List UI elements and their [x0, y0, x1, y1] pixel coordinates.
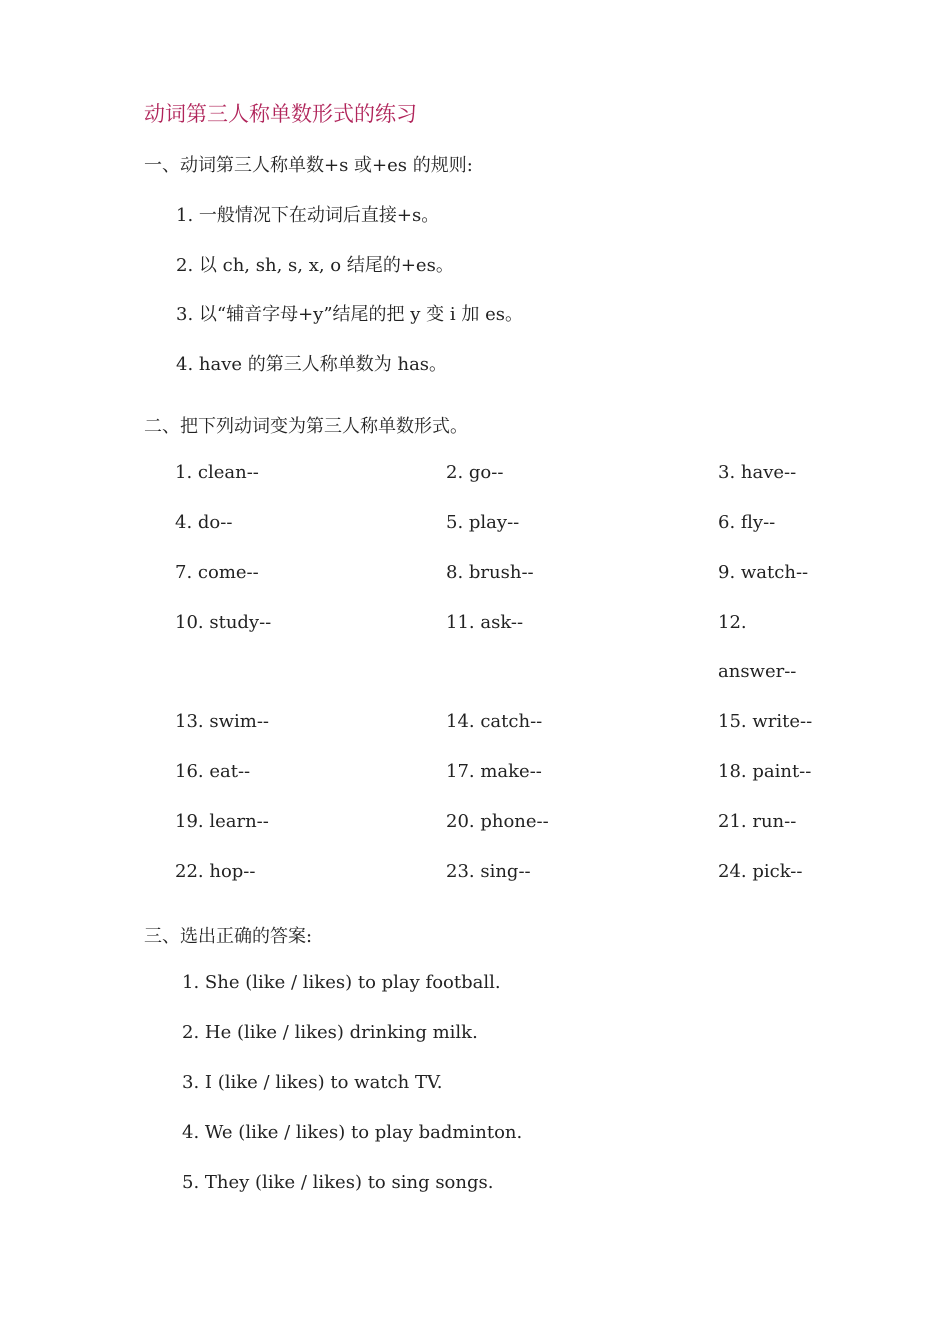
word-item: 15. write-- [718, 711, 813, 732]
choice-question-2: 2. He (like / likes) drinking milk. [182, 1022, 478, 1043]
word-item: 14. catch-- [446, 711, 543, 732]
word-item: 5. play-- [446, 512, 520, 533]
rule-1: 1. 一般情况下在动词后直接+s。 [176, 205, 440, 226]
choice-question-5: 5. They (like / likes) to sing songs. [182, 1172, 494, 1193]
word-item: 9. watch-- [718, 562, 809, 583]
word-item: 6. fly-- [718, 512, 776, 533]
section-1-heading: 一、动词第三人称单数+s 或+es 的规则: [144, 155, 473, 176]
word-item: 2. go-- [446, 462, 504, 483]
word-item-continuation: answer-- [718, 661, 797, 682]
word-item: 10. study-- [175, 612, 272, 633]
rule-2: 2. 以 ch, sh, s, x, o 结尾的+es。 [176, 255, 454, 276]
word-item: 24. pick-- [718, 861, 803, 882]
word-item: 20. phone-- [446, 811, 549, 832]
word-item: 16. eat-- [175, 761, 251, 782]
word-item: 3. have-- [718, 462, 797, 483]
word-item: 13. swim-- [175, 711, 269, 732]
choice-question-1: 1. She (like / likes) to play football. [182, 972, 501, 993]
word-item: 1. clean-- [175, 462, 259, 483]
choice-question-4: 4. We (like / likes) to play badminton. [182, 1122, 523, 1143]
word-item: 22. hop-- [175, 861, 256, 882]
rule-3: 3. 以“辅音字母+y”结尾的把 y 变 i 加 es。 [176, 304, 523, 325]
word-item: 21. run-- [718, 811, 797, 832]
word-item: 8. brush-- [446, 562, 534, 583]
word-item: 7. come-- [175, 562, 259, 583]
page-title: 动词第三人称单数形式的练习 [144, 102, 417, 126]
word-item: 4. do-- [175, 512, 233, 533]
word-item: 19. learn-- [175, 811, 269, 832]
word-item: 18. paint-- [718, 761, 812, 782]
rule-4: 4. have 的第三人称单数为 has。 [176, 354, 448, 375]
word-item: 11. ask-- [446, 612, 524, 633]
word-item: 23. sing-- [446, 861, 531, 882]
choice-question-3: 3. I (like / likes) to watch TV. [182, 1072, 443, 1093]
word-item: 17. make-- [446, 761, 542, 782]
word-item: 12. [718, 612, 747, 633]
section-3-heading: 三、选出正确的答案: [144, 926, 313, 947]
section-2-heading: 二、把下列动词变为第三人称单数形式。 [144, 416, 468, 437]
